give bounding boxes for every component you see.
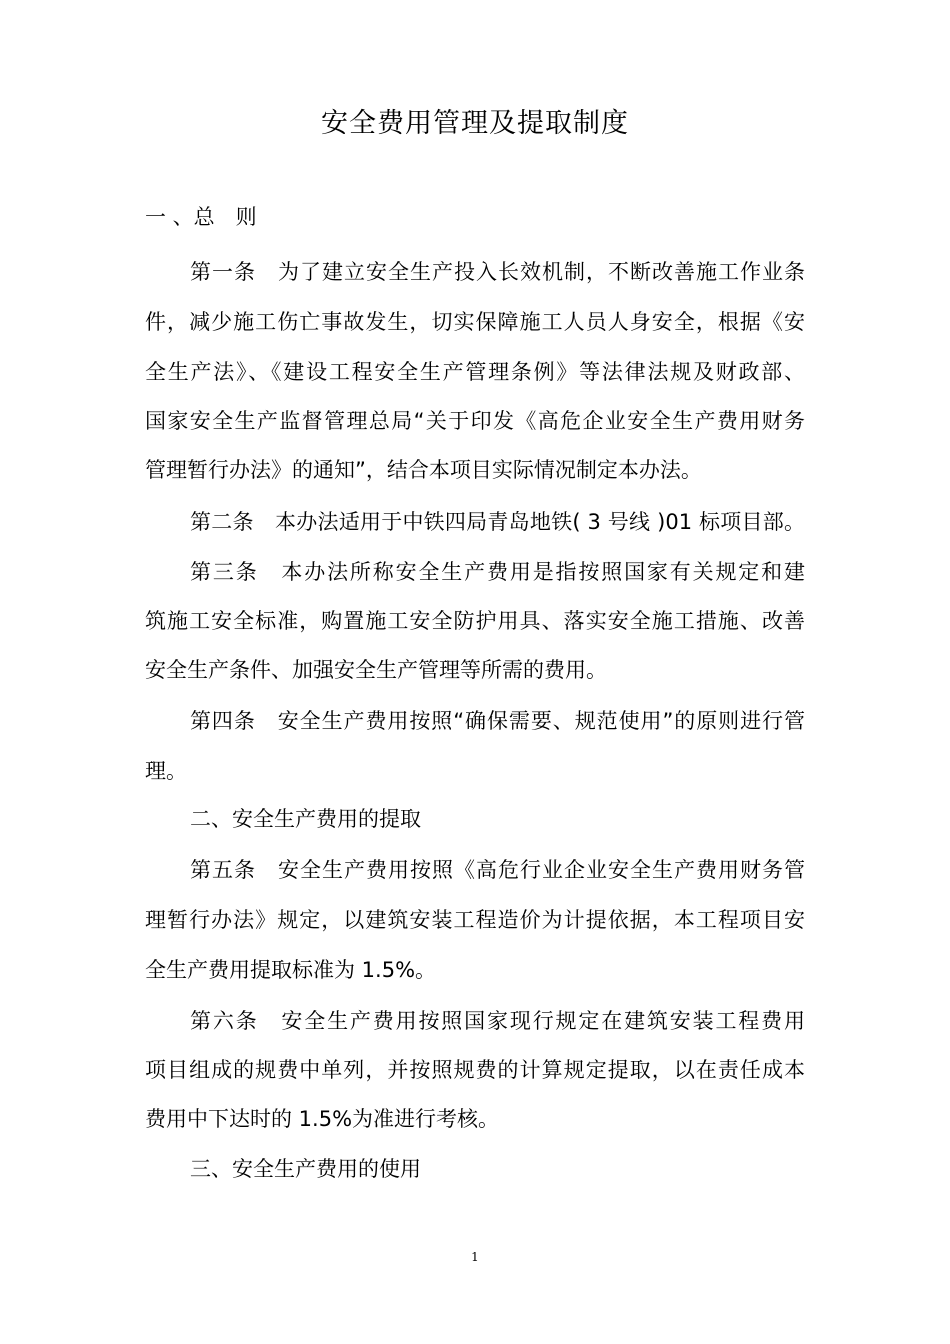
paragraph-line: 理暂行办法》规定，以建筑安装工程造价为计提依据，本工程项目安: [145, 908, 805, 932]
paragraph-line: 管理暂行办法》的通知”，结合本项目实际情况制定本办法。: [145, 458, 702, 482]
paragraph-line: 国家安全生产监督管理总局“关于印发《高危企业安全生产费用财务: [145, 409, 805, 433]
paragraph-line: 件，减少施工伤亡事故发生，切实保障施工人员人身安全，根据《安: [145, 310, 805, 334]
paragraph-line: 第一条 为了建立安全生产投入长效机制，不断改善施工作业条: [190, 260, 805, 284]
section-heading-extraction: 二、安全生产费用的提取: [190, 807, 421, 831]
paragraph-line: 第四条 安全生产费用按照“确保需要、规范使用”的原则进行管: [190, 709, 805, 733]
paragraph-line: 第五条 安全生产费用按照《高危行业企业安全生产费用财务管: [190, 858, 805, 882]
paragraph-line: 全生产法》、《建设工程安全生产管理条例》等法律法规及财政部、: [145, 360, 805, 384]
paragraph-line: 筑施工安全标准，购置施工安全防护用具、落实安全施工措施、改善: [145, 609, 805, 633]
paragraph-line: 全生产费用提取标准为 1.5%。: [145, 958, 437, 982]
paragraph-line: 第二条 本办法适用于中铁四局青岛地铁( 3 号线 )01 标项目部。: [190, 510, 805, 534]
document-title: 安全费用管理及提取制度: [321, 108, 629, 139]
page-number: 1: [471, 1250, 479, 1264]
paragraph-line: 理。: [145, 759, 187, 783]
paragraph-line: 第三条 本办法所称安全生产费用是指按照国家有关规定和建: [190, 560, 805, 584]
section-heading-usage: 三、安全生产费用的使用: [190, 1157, 421, 1181]
section-heading-general: 一 、总 则: [145, 205, 257, 229]
paragraph-line: 安全生产条件、加强安全生产管理等所需的费用。: [145, 658, 607, 682]
paragraph-line: 第六条 安全生产费用按照国家现行规定在建筑安装工程费用: [190, 1009, 805, 1033]
paragraph-line: 费用中下达时的 1.5%为准进行考核。: [145, 1107, 500, 1131]
paragraph-line: 项目组成的规费中单列，并按照规费的计算规定提取，以在责任成本: [145, 1058, 805, 1082]
